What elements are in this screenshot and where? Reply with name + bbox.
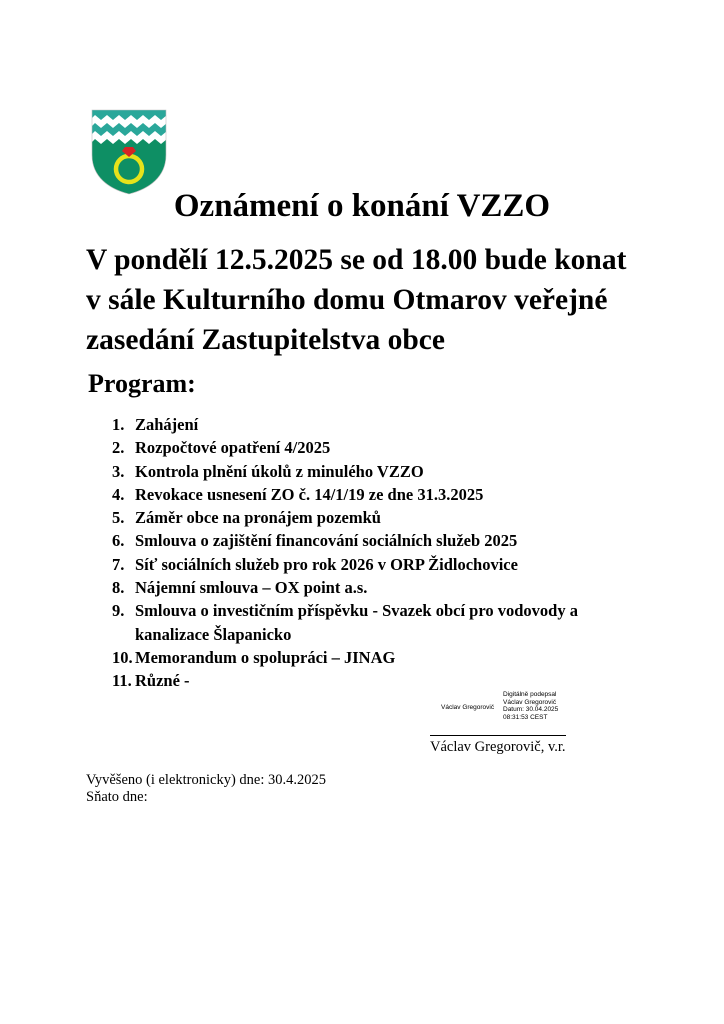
posted-date: Vyvěšeno (i elektronicky) dne: 30.4.2025 xyxy=(86,772,327,788)
agenda-item xyxy=(0,413,724,436)
removed-date: Sňato dne: xyxy=(86,789,148,805)
agenda-item xyxy=(0,506,724,529)
agenda-item-number: 3. xyxy=(112,461,125,481)
signature-rule xyxy=(430,735,566,736)
agenda-item-text: kanalizace Šlapanicko xyxy=(135,624,292,644)
announcement-line: v sále Kulturního domu Otmarov veřejné xyxy=(86,284,608,316)
agenda-item-number: 8. xyxy=(112,578,125,598)
agenda-item-number: 10. xyxy=(112,647,133,667)
agenda-item xyxy=(0,529,724,552)
signer-name: Václav Gregorovič, v.r. xyxy=(430,739,566,755)
coat-of-arms-emblem xyxy=(91,109,167,195)
program-heading: Program: xyxy=(88,369,196,398)
agenda-item-text: Revokace usnesení ZO č. 14/1/19 ze dne 31.3.2025 xyxy=(135,484,484,504)
agenda-item-text: Záměr obce na pronájem pozemků xyxy=(135,508,381,528)
agenda-item-text: Smlouva o zajištění financování sociálních služeb 2025 xyxy=(135,531,518,551)
agenda-list xyxy=(0,413,724,693)
agenda-item-text: Kontrola plnění úkolů z minulého VZZO xyxy=(135,461,424,481)
agenda-item xyxy=(0,669,724,692)
posting-info xyxy=(86,772,326,806)
agenda-item-continuation xyxy=(0,623,724,646)
agenda-item-text: Zahájení xyxy=(135,415,199,434)
agenda-item-number: 9. xyxy=(112,601,125,621)
agenda-item-number: 6. xyxy=(112,531,125,551)
meeting-announcement xyxy=(86,240,626,360)
announcement-line: zasedání Zastupitelstva obce xyxy=(86,324,445,356)
digital-signature-line: 08:31:53 CEST xyxy=(503,713,548,721)
agenda-item-text: Síť sociálních služeb pro rok 2026 v ORP Židlochovice xyxy=(135,554,518,574)
digital-signature-line: Digitálně podepsal xyxy=(503,691,557,698)
agenda-item xyxy=(0,576,724,599)
digital-signature-details xyxy=(503,691,558,721)
agenda-item xyxy=(0,460,724,483)
agenda-item-number: 1. xyxy=(112,415,125,434)
agenda-item-text: Smlouva o investičním příspěvku - Svazek obcí pro vodovody a xyxy=(135,601,578,621)
page-title: Oznámení o konání VZZO xyxy=(173,188,551,224)
agenda-item-number: 7. xyxy=(112,554,125,574)
agenda-item-number: 11. xyxy=(112,671,132,691)
agenda-item-number: 5. xyxy=(112,508,125,528)
announcement-line: V pondělí 12.5.2025 se od 18.00 bude konat xyxy=(86,244,627,276)
agenda-item xyxy=(0,646,724,669)
digital-signature-name: Václav Gregorovič xyxy=(441,704,495,711)
agenda-item xyxy=(0,436,724,459)
digital-signature-line: Václav Gregorovič xyxy=(503,698,557,706)
agenda-item-text: Různé - xyxy=(135,671,190,691)
agenda-item-text: Rozpočtové opatření 4/2025 xyxy=(135,438,331,458)
agenda-item xyxy=(0,599,724,622)
agenda-item-number: 4. xyxy=(112,484,125,504)
agenda-item-text: Nájemní smlouva – OX point a.s. xyxy=(135,578,368,598)
agenda-item-number: 2. xyxy=(112,438,125,458)
agenda-item-text: Memorandum o spolupráci – JINAG xyxy=(135,647,396,667)
agenda-item xyxy=(0,553,724,576)
digital-signature-line: Datum: 30.04.2025 xyxy=(503,706,559,714)
agenda-item xyxy=(0,483,724,506)
